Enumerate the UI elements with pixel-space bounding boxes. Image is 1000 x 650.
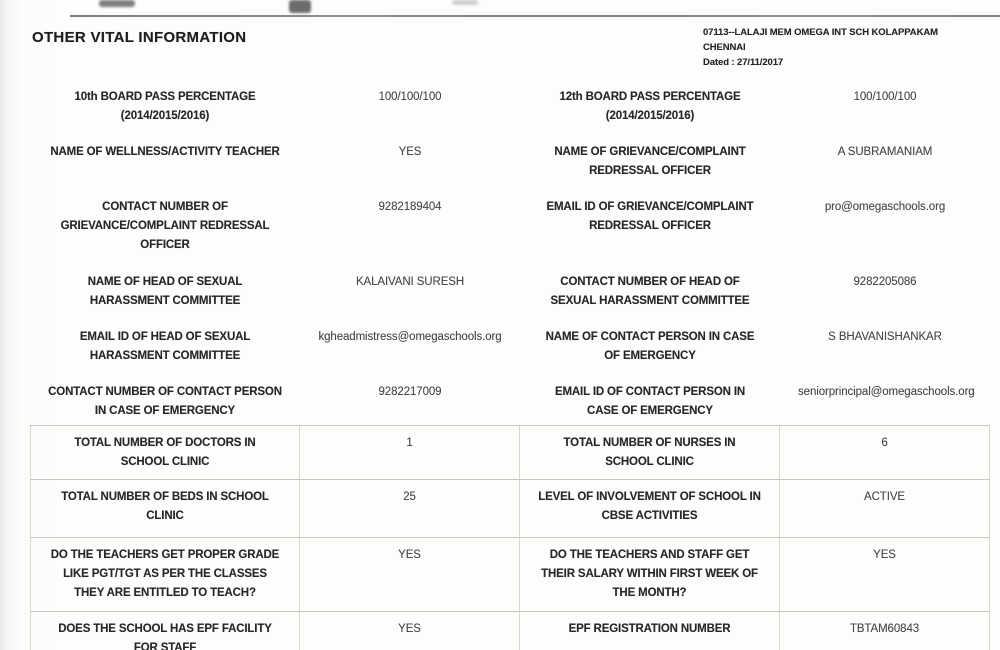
field-label: NAME OF HEAD OF SEXUAL HARASSMENT COMMITTEE xyxy=(87,276,243,307)
school-code-name: 07113--LALAJI MEM OMEGA INT SCH KOLAPPAKAM CHENNAI xyxy=(703,27,938,53)
field-value: TBTAM60843 xyxy=(780,612,990,650)
field-label: DOES THE SCHOOL HAS EPF FACILITY FOR STAFF xyxy=(30,612,300,650)
field-value: 9282189404 xyxy=(378,201,442,213)
field-label: TOTAL NUMBER OF BEDS IN SCHOOL CLINIC xyxy=(30,480,300,537)
field-value: KALAIVANI SURESH xyxy=(355,276,465,288)
field-label: CONTACT NUMBER OF HEAD OF SEXUAL HARASSMENT COMMITTEE xyxy=(550,276,750,307)
field-label: DO THE TEACHERS GET PROPER GRADE LIKE PGT/TGT AS PER THE CLASSES THEY ARE ENTITLED TO TEACH? xyxy=(30,538,300,611)
field-label: NAME OF WELLNESS/ACTIVITY TEACHER xyxy=(50,146,280,158)
header-divider xyxy=(70,15,1000,17)
field-label: EMAIL ID OF HEAD OF SEXUAL HARASSMENT COMMITTEE xyxy=(79,331,251,362)
field-label: EPF REGISTRATION NUMBER xyxy=(520,612,780,650)
field-value: 6 xyxy=(780,426,990,479)
field-value: ACTIVE xyxy=(780,480,990,537)
table-row xyxy=(30,425,990,479)
scan-artifact xyxy=(99,0,135,7)
field-label: CONTACT NUMBER OF GRIEVANCE/COMPLAINT REDRESSAL OFFICER xyxy=(60,201,270,251)
field-label: TOTAL NUMBER OF DOCTORS IN SCHOOL CLINIC xyxy=(30,426,300,479)
field-value: YES xyxy=(300,612,520,650)
field-value: seniorprincipal@omegaschools.org xyxy=(798,386,975,398)
scan-artifact xyxy=(452,0,478,5)
field-value: 100/100/100 xyxy=(853,91,917,103)
field-label: 12th BOARD PASS PERCENTAGE (2014/2015/2016) xyxy=(559,91,741,122)
field-value: 9282205086 xyxy=(853,276,917,288)
table-row xyxy=(30,479,990,537)
field-label: CONTACT NUMBER OF CONTACT PERSON IN CASE OF EMERGENCY xyxy=(48,386,282,417)
table-row xyxy=(30,80,990,135)
info-table xyxy=(30,80,990,650)
table-row xyxy=(30,135,990,190)
field-value: 9282217009 xyxy=(378,386,442,398)
field-label: 10th BOARD PASS PERCENTAGE (2014/2015/2016) xyxy=(74,91,256,122)
field-value: S BHAVANISHANKAR xyxy=(828,331,942,343)
document-meta xyxy=(703,25,983,70)
field-value: kgheadmistress@omegaschools.org xyxy=(318,331,502,343)
field-label: NAME OF CONTACT PERSON IN CASE OF EMERGENCY xyxy=(545,331,755,362)
table-row xyxy=(30,375,990,425)
field-label: EMAIL ID OF GRIEVANCE/COMPLAINT REDRESSAL OFFICER xyxy=(546,201,754,232)
field-value: YES xyxy=(780,538,990,611)
page-title: OTHER VITAL INFORMATION xyxy=(32,29,247,46)
field-label: DO THE TEACHERS AND STAFF GET THEIR SALARY WITHIN FIRST WEEK OF THE MONTH? xyxy=(520,538,780,611)
field-value: 1 xyxy=(300,426,520,479)
field-label: NAME OF GRIEVANCE/COMPLAINT REDRESSAL OFFICER xyxy=(554,146,746,177)
field-value: YES xyxy=(300,538,520,611)
field-label: TOTAL NUMBER OF NURSES IN SCHOOL CLINIC xyxy=(520,426,780,479)
field-label: LEVEL OF INVOLVEMENT OF SCHOOL IN CBSE ACTIVITIES xyxy=(520,480,780,537)
field-value: A SUBRAMANIAM xyxy=(837,146,933,158)
table-row xyxy=(30,611,990,650)
field-value: 100/100/100 xyxy=(378,91,442,103)
field-value: 25 xyxy=(300,480,520,537)
table-row xyxy=(30,537,990,611)
table-row xyxy=(30,320,990,375)
scan-artifact xyxy=(289,0,311,13)
table-row xyxy=(30,265,990,320)
field-value: pro@omegaschools.org xyxy=(824,201,946,213)
dated-line: Dated : 27/11/2017 xyxy=(703,57,784,68)
table-row xyxy=(30,190,990,265)
field-label: EMAIL ID OF CONTACT PERSON IN CASE OF EMERGENCY xyxy=(554,386,746,417)
field-value: YES xyxy=(398,146,422,158)
